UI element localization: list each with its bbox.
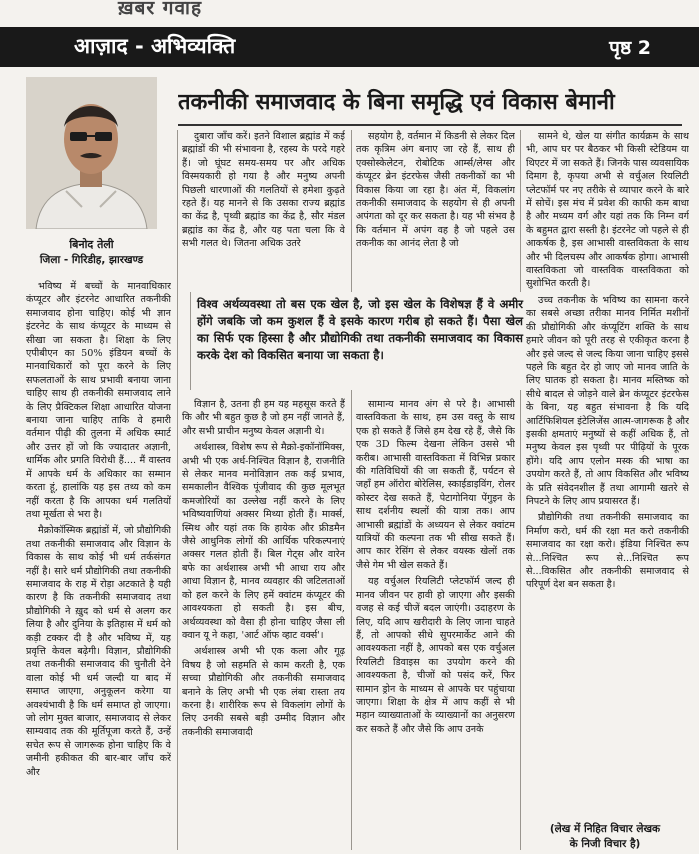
paragraph: सामान्य मानव अंग से परे है। आभासी वास्तविकता के साथ, हम उस वस्तु के साथ एक हो सकते हैं जिसे हम देख रहे हैं, जैसे कि एक 3D फिल्म देखना लेकिन उससे भी करीब। आभासी वास्तविकता में विभिन्न प्रकार की गतिविधियों की जा सकती हैं, पर्यटन से जहाँ हम ऑरोरा बोरेलिस, स्काईडाइविंग, रोलर कोस्टर देख सकते हैं, पेटागोनिया पेंगुइन के साथ दर्शनीय स्थलों की यात्रा तक। आप आभासी ब्रह्मांडों के अध्ययन से लेकर क्वांटम यात्रियों की कल्पना तक भी सीख सकते हैं। आप कार रेसिंग से लेकर वयस्क खेलों तक जैसे गेम भी खेल सकते हैं। [356,399,515,571]
masthead [0,0,699,26]
author-portrait-icon [26,77,157,229]
article-column-3-bottom [356,398,515,850]
paragraph: भविष्य में बच्चों के मानवाधिकार कंप्यूटर और इंटरनेट आधारित तकनीकी समाजवाद होना चाहिए। कोई भी ज्ञान इंटरनेट के साथ कंप्यूटर के माध्यम से सीखा जा सकता है। शिक्षा के लिए एपीबीएन का 50% इंडियन बच्चों के मानवाधिकारों को पूरा करने के लिए सफलताओं के साथ प्रभावी बनाया जाना चाहिए साथ ही तकनीकी समाजवाद लाने के लिए प्रैक्टिकल शिक्षा आधारित योजना बनाया जाना चाहिए ताकि वे हमारी वर्तमान पीढ़ी की तुलना में अधिक स्मार्ट और उत्तर हों जो कि ज्यादातर अज्ञानी, धार्मिक और प्रगति विरोधी हैं.... मैं वास्तव में आपके धर्म के अधिकार का सम्मान करता हूं, हालांकि यह इस तथ्य को कम नहीं करता है कि आपका धर्म गलतियों तथा मूर्खता से भरा है। [26,281,171,520]
column-divider [351,130,352,850]
article-column-2-bottom [182,398,345,850]
article-column-1 [26,280,171,850]
paragraph: दुबारा जाँच करें। इतने विशाल ब्रह्मांड में कई ब्रह्मांडों की भी संभावना है, रहस्य के परदे गहरे हैं। जो घूंघट समय-समय पर और अधिक विस्मयकारी हो गया है और मनुष्य अपनी पिछली धारणाओं की गलतियों से हमेशा कुढ़ते रहते हैं। यह मानने से कि उसका राज्य ब्रह्मांड का केंद्र है, पृथ्वी ब्रह्मांड का केंद्र है, सौर मंडल ब्रह्मांड का केंद्र है, और यह पता चला कि वे सभी गलत थे। जितना अधिक उतरे [182,131,345,250]
article-column-3-top [356,130,515,288]
disclaimer-line: (लेख में निहित विचार लेखक [549,823,661,835]
author-name: बिनोद तेली [69,238,114,251]
paragraph: प्रौद्योगिकी तथा तकनीकी समाजवाद का निर्माण करो, धर्म की रक्षा मत करो तकनीकी समाजवाद का रक्षा करो। इंडिया निश्चित रूप से...निश्चित रूप से...निश्चित रूप से...विकसित और तकनीकी समाजवाद से परिपूर्ण देश बन सकता है। [526,512,689,591]
headline-rule [178,124,682,126]
paragraph: सामने थे, खेल या संगीत कार्यक्रम के साथ भी, आप घर पर बैठकर भी किसी स्टेडियम या थिएटर में जा सकते हैं। जिनके पास व्यवसायिक दिमाग है, कृपया अभी से वर्चुअल रियलिटी प्लेटफॉर्म पर नए तरीके से व्यापार करने के बारे में सोचें। इस मंच में प्रवेश की काफी कम बाधा है और मध्यम वर्ग और यहां तक कि निम्न वर्ग के बहुमत द्वारा सस्ती है। इंटरनेट जो पहले से ही आकर्षक है, इस आभासी वास्तविकता के साथ और भी दिलचस्प और आकर्षक होगा। आभासी वास्तविकता जो वास्तविक वास्तविकता को सुशोभित करती है। [526,131,689,290]
paragraph: मैक्रोकॉस्मिक ब्रह्मांडों में, जो प्रौद्योगिकी तथा तकनीकी समाजवाद और विज्ञान के विकास के साथ कोई भी धर्म तर्कसंगत नहीं है। सारे धर्म प्रौद्योगिकी तथा तकनीकी समाजवाद के राह में रोड़ा अटकाते है यही कारण है कि तकनीकी समाजवाद तथा प्रौद्योगिकी ने ख़ुद को धर्म से अलग कर लिया है और दुनिया के इतिहास में धर्म को कड़ी टक्कर दी है और भविष्य में, यह प्रवृत्ति केवल बढ़ेगी। विज्ञान, प्रौद्योगिकी तथा तकनीकी समाजवाद की चुनौती देने वाला कोई भी धर्म जल्दी या बाद में समाप्त जाएगा, अनुकूलन करेगा या अवश्यंभावी है कि धर्म समाप्त हो जाएगा। जो लोग मुक्त बाजार, समाजवाद से लेकर साम्यवाद तक की मूर्तिपूजा करते हैं, उन्हें सचेत रूप से जागरूक होना चाहिए कि वे जमीनी हकीकत की बार-बार जाँच करें और [26,525,171,778]
newspaper-brand: ख़बर गवाह [118,0,203,19]
paragraph: सहयोग है, वर्तमान में किडनी से लेकर दिल तक कृत्रिम अंग बनाए जा रहे हैं, साथ ही एक्सोस्केलेटन, रोबोटिक आर्म्स/लेग्स और कंप्यूटर ब्रेन इंटरफेस जैसी तकनीकों का भी विकास किया जा रहा है। अंत में, विकलांग तकनीकी समाजवाद के सहयोग से ही अपनी अपंगता को दूर कर सकता है। यह भी संभव है कि वर्तमान में अपंग वह है जो पहले उस तकनीक का आनंद लेता है जो [356,131,515,250]
article-headline: तकनीकी समाजवाद के बिना समृद्धि एवं विकास बेमानी [178,90,615,115]
paragraph: उच्च तकनीक के भविष्य का सामना करने का सबसे अच्छा तरीका मानव निर्मित मशीनों की प्रौद्योगिकी और कंप्यूटिंग शक्ति के साथ हमारे जीवन को पूरी तरह से एकीकृत करना है और इसे जल्द से जल्द किया जाना चाहिए इससे पहले कि बहुत देर हो जाए जो मानव जाति के लिए घातक हो सकता है। मानव मस्तिष्क को सीधे बादल से जोड़ने वाले ब्रेन कंप्यूटर इंटरफेस के बिना, यह बहुत संभावना है कि यदि आर्टिफिशियल इंटेलिजेंस आत्म-जागरूक है और इसकी क्षमताएं मनुष्यों से कहीं अधिक हैं, तो मनुष्य केवल इस पृथ्वी पर पीढ़ियों के पूरक होंगे। यदि आप एलोन मस्क की भाषा का उपयोग करते हैं, तो आप विकसित और भविष्य के प्रति संवेदनशील हैं तथा आगामी खतरे से निपटने के लिए आप प्रयासरत हैं। [526,294,689,507]
paragraph: यह वर्चुअल रियलिटी प्लेटफॉर्म जल्द ही मानव जीवन पर हावी हो जाएगा और इसकी वजह से कई चीजें बदल जाएंगी। उदाहरण के लिए, यदि आप खरीदारी के लिए जाना चाहते हैं, तो आपको सीधे सुपरमार्केट आने की आवश्यकता नहीं है, आपको बस एक वर्चुअल रियलिटी डिवाइस का उपयोग करने की आवश्यकता है, चीजों को पसंद करें, फिर सामान ड्रोन के माध्यम से आपके घर पहुंचाया जाएगा। शिक्षा के क्षेत्र में आप कहीं से भी महान व्याख्याताओं के व्याख्यानों का अनुसरण कर सकते हैं और जैसे कि आप उनके [356,576,515,735]
article-column-2-top [182,130,345,288]
page-number: पृष्ठ 2 [609,37,651,59]
disclaimer-line: के निजी विचार है) [569,838,641,850]
author-photo [26,77,157,229]
column-divider [520,130,521,850]
disclaimer [521,822,689,852]
article-column-4 [526,130,689,816]
paragraph: विज्ञान है, उतना ही हम यह महसूस करते हैं कि और भी बहुत कुछ है जो हम नहीं जानते हैं, और सभी प्राचीन मनुष्य केवल अज्ञानी थे। [182,399,345,437]
column-divider [177,130,178,850]
pull-quote: विश्व अर्थव्यवस्था तो बस एक खेल है, जो इस खेल के विशेषज्ञ हैं वे अमीर होंगे जबकि जो कम कुशल हैं वे इसके कारण गरीब हो सकते हैं। पैसा खेल का सिर्फ एक हिस्सा है और प्रौद्योगिकी तथा तकनीकी समाजवाद का विकास करके देश को विकसित बनाया जा सकता है। [190,292,527,390]
section-title: आज़ाद - अभिव्यक्ति [74,34,236,58]
section-bar [0,27,699,67]
author-location: जिला - गिरिडीह, झारखण्ड [39,254,144,266]
paragraph: अर्थशास्त्र अभी भी एक कला और गूढ़ विषय है जो सहमति से काम करती है, एक सच्चा प्रौद्योगिकी और तकनीकी समाजवाद बनाने के लिए अभी भी एक लंबा रास्ता तय करना है। शारीरिक रूप से विकलांग लोगों के लिए उनकी सबसे बड़ी उम्मीद विज्ञान और तकनीकी समाजवादी [182,646,345,738]
paragraph: अर्थशास्त्र, विशेष रूप से मैक्रो-इकॉनॉमिक्स, अभी भी एक अर्ध-निश्चित विज्ञान है, राजनीति से लेकर मानव मनोविज्ञान तक कई प्रभाव, समकालीन वैश्विक पूंजीवाद की कुछ मूलभूत कमजोरियों का उल्लेख नहीं करने के लिए भविष्यवाणियां अक्सर मिथ्या होती हैं। मार्क्स, स्मिथ और यहां तक कि हायेक और फ्रीडमैन जैसे आधुनिक लोगों की आर्थिक परिकल्पनाएं अक्सर गलत होती हैं। बिल गेट्स और वारेन बफे का अर्थशास्त्र अभी भी आधा राय और आधा विज्ञान है, मानव व्यवहार की जटिलताओं को हल करने के लिए हमें क्वांटम कंप्यूटर की आवश्यकता हो सकती है। इस बीच, अर्थव्यवस्था को वैसा ही होना चाहिए जैसा ली क्वान यू ने कहा, 'आर्ट ऑफ व्हाट वर्क्स'। [182,442,345,641]
